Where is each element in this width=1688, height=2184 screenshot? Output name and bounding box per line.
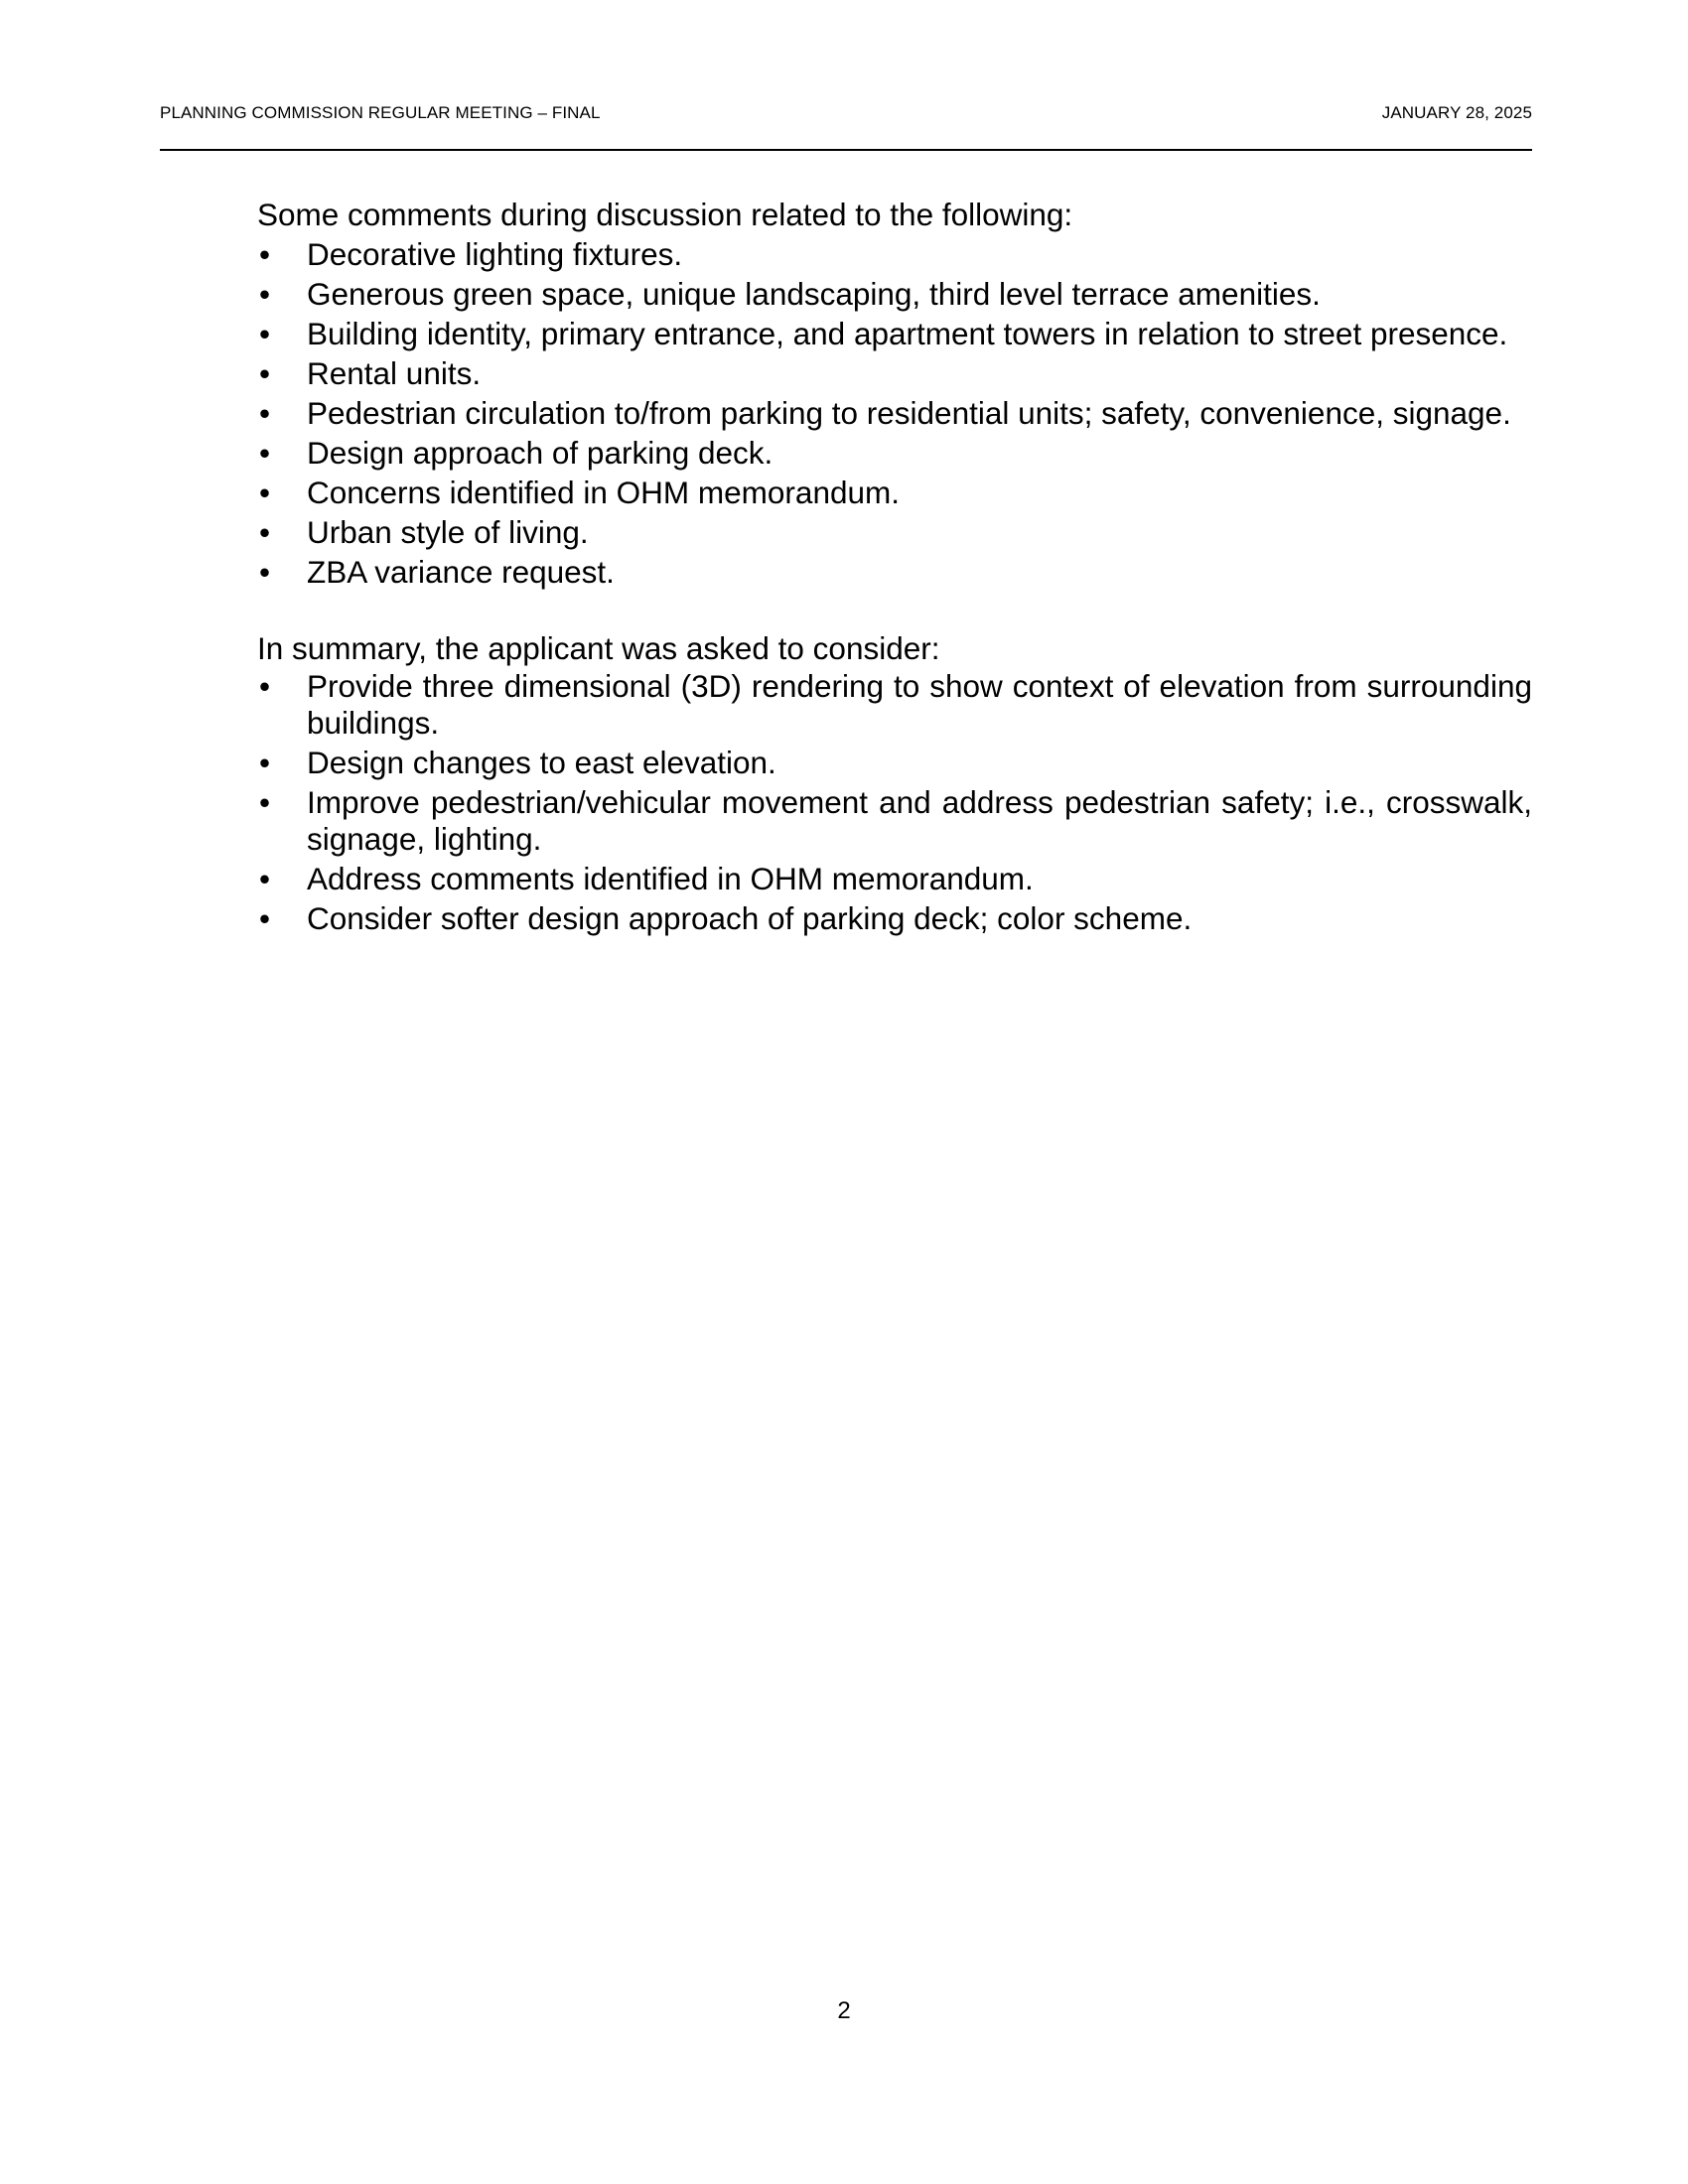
list-item: • Address comments identified in OHM memorandum. [259, 861, 1034, 896]
summary-requests-list [257, 668, 1532, 937]
section-spacer [257, 592, 1532, 628]
bullet-icon: • [259, 276, 271, 312]
page-header [160, 97, 1532, 151]
page-number: 2 [837, 1997, 851, 2024]
list-item: • Generous green space, unique landscaping, third level terrace amenities. [259, 276, 1321, 312]
list-item: • Urban style of living. [259, 514, 589, 550]
summary-intro: In summary, the applicant was asked to consider: [257, 630, 940, 666]
list-item: • Improve pedestrian/vehicular movement and address pedestrian safety; i.e., crosswalk, signage, lighting. [259, 784, 1532, 857]
bullet-icon: • [259, 514, 271, 550]
list-item: • Provide three dimensional (3D) rendering to show context of elevation from surrounding buildings. [259, 668, 1532, 741]
list-item: • Concerns identified in OHM memorandum. [259, 475, 900, 510]
list-item: • Consider softer design approach of parking deck; color scheme. [259, 900, 1193, 936]
bullet-icon: • [259, 784, 271, 820]
list-item: • Design changes to east elevation. [259, 745, 776, 780]
bullet-icon: • [259, 668, 271, 704]
bullet-icon: • [259, 861, 271, 896]
list-item: • Pedestrian circulation to/from parking to residential units; safety, convenience, signage. [259, 395, 1511, 431]
discussion-comments-list [257, 234, 1532, 592]
bullet-icon: • [259, 900, 271, 936]
bullet-icon: • [259, 475, 271, 510]
list-item: • Rental units. [259, 355, 482, 391]
bullet-icon: • [259, 395, 271, 431]
document-body [257, 195, 1532, 940]
header-title: PLANNING COMMISSION REGULAR MEETING – FINAL [160, 103, 601, 122]
list-item: • ZBA variance request. [259, 554, 615, 590]
bullet-icon: • [259, 355, 271, 391]
bullet-icon: • [259, 435, 271, 471]
bullet-icon: • [259, 745, 271, 780]
list-item: • Building identity, primary entrance, and apartment towers in relation to street presence. [259, 316, 1508, 351]
list-item: • Decorative lighting fixtures. [259, 236, 683, 272]
bullet-icon: • [259, 236, 271, 272]
bullet-icon: • [259, 316, 271, 351]
bullet-icon: • [259, 554, 271, 590]
discussion-intro: Some comments during discussion related to the following: [257, 197, 1073, 232]
list-item: • Design approach of parking deck. [259, 435, 774, 471]
header-date: JANUARY 28, 2025 [1381, 103, 1532, 122]
